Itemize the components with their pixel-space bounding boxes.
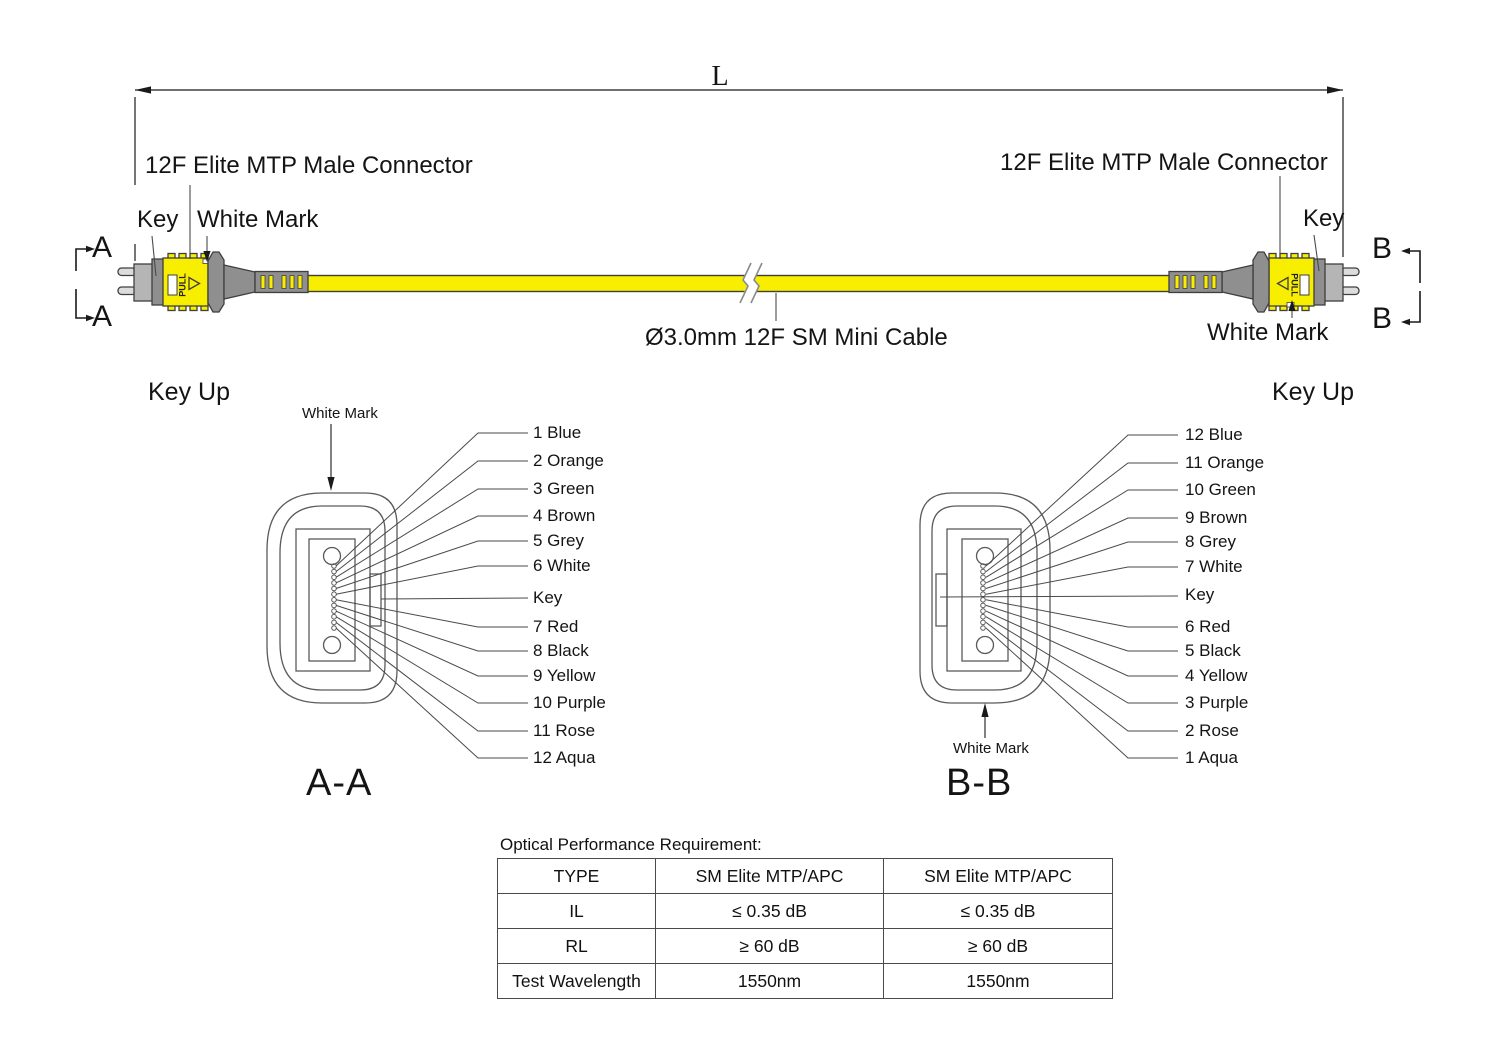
table-row (498, 964, 1113, 999)
section-a-top: A (92, 231, 113, 264)
leader-lines (152, 176, 1319, 321)
table-cell: 1550nm (656, 964, 884, 999)
cable-assembly (118, 252, 1359, 312)
table-cell: 1550nm (884, 964, 1113, 999)
performance-table (497, 858, 1113, 999)
left-flare (208, 252, 224, 312)
bb-label-11: 2 Rose (1185, 721, 1239, 740)
view-bb-drawing (920, 435, 1178, 758)
aa-label-8: 8 Black (533, 641, 589, 660)
bb-label-5: 8 Grey (1185, 532, 1237, 551)
aa-label-7: 7 Red (533, 617, 579, 636)
bb-label-6: 7 White (1185, 557, 1243, 576)
bb-label-9: 4 Yellow (1185, 666, 1248, 685)
table-row (498, 859, 1113, 894)
bb-white-mark-arrow (981, 703, 988, 738)
table-cell: SM Elite MTP/APC (884, 859, 1113, 894)
aa-label-key: Key (533, 588, 563, 607)
bb-caption: B-B (946, 762, 1013, 804)
right-boot (1222, 265, 1253, 299)
aa-label-2: 2 Orange (533, 451, 604, 470)
right-ferrule (1323, 264, 1343, 301)
left-pull-text: PULL (177, 273, 188, 297)
section-b-bottom: B (1372, 302, 1393, 335)
bb-label-10: 3 Purple (1185, 693, 1249, 712)
left-ferrule (134, 264, 154, 301)
performance-table-title: Optical Performance Requirement: (500, 835, 762, 854)
section-a-bottom: A (92, 300, 113, 333)
aa-fiber-holes (332, 564, 337, 631)
right-connector-title: 12F Elite MTP Male Connector (1000, 149, 1328, 176)
bb-label-7: 6 Red (1185, 617, 1231, 636)
table-cell: TYPE (498, 859, 656, 894)
aa-guide-pin-top (324, 548, 341, 565)
bb-label-12: 1 Aqua (1185, 748, 1238, 767)
aa-label-5: 5 Grey (533, 531, 585, 550)
aa-label-12: 12 Aqua (533, 748, 596, 767)
left-key-label: Key (137, 206, 179, 233)
aa-label-6: 6 White (533, 556, 591, 575)
bb-label-3: 10 Green (1185, 480, 1256, 499)
bb-key-up-label: Key Up (1272, 378, 1354, 406)
cable-label: Ø3.0mm 12F SM Mini Cable (645, 324, 948, 351)
aa-key-up-label: Key Up (148, 378, 230, 406)
bb-white-mark-label: White Mark (953, 740, 1029, 757)
section-b-top: B (1372, 232, 1393, 265)
table-cell: ≤ 0.35 dB (656, 894, 884, 929)
right-flare (1253, 252, 1269, 312)
aa-label-11: 11 Rose (533, 721, 596, 740)
aa-white-mark-label: White Mark (302, 405, 378, 422)
left-connector-title: 12F Elite MTP Male Connector (145, 152, 473, 179)
dimension-label: L (711, 61, 729, 92)
table-cell: Test Wavelength (498, 964, 656, 999)
aa-label-3: 3 Green (533, 479, 595, 498)
table-cell: ≥ 60 dB (656, 929, 884, 964)
bb-key-tab (936, 574, 947, 626)
aa-label-4: 4 Brown (533, 506, 596, 525)
table-cell: SM Elite MTP/APC (656, 859, 884, 894)
aa-guide-pin-bottom (324, 637, 341, 654)
left-boot (224, 265, 255, 299)
right-pull-text: PULL (1289, 273, 1300, 297)
aa-white-mark-arrow (327, 424, 334, 491)
bb-label-1: 12 Blue (1185, 425, 1243, 444)
bb-label-8: 5 Black (1185, 641, 1241, 660)
left-white-mark-label: White Mark (197, 206, 319, 233)
bb-label-2: 11 Orange (1185, 453, 1265, 472)
cable-jacket (307, 276, 1170, 292)
table-cell: RL (498, 929, 656, 964)
right-white-mark-label: White Mark (1207, 319, 1329, 346)
aa-caption: A-A (306, 762, 373, 804)
bb-guide-pin-bottom (977, 637, 994, 654)
table-cell: IL (498, 894, 656, 929)
right-connector (1169, 252, 1359, 312)
aa-fan-lines (336, 433, 528, 758)
bb-label-key: Key (1185, 585, 1215, 604)
bb-fan-lines (940, 435, 1178, 758)
table-row (498, 929, 1113, 964)
aa-label-1: 1 Blue (533, 423, 582, 442)
view-aa-drawing (267, 424, 528, 758)
table-cell: ≤ 0.35 dB (884, 894, 1113, 929)
aa-label-10: 10 Purple (533, 693, 606, 712)
aa-label-9: 9 Yellow (533, 666, 596, 685)
left-connector (118, 252, 308, 312)
table-cell: ≥ 60 dB (884, 929, 1113, 964)
right-key-label: Key (1303, 205, 1345, 232)
bb-label-4: 9 Brown (1185, 508, 1248, 527)
table-row (498, 894, 1113, 929)
